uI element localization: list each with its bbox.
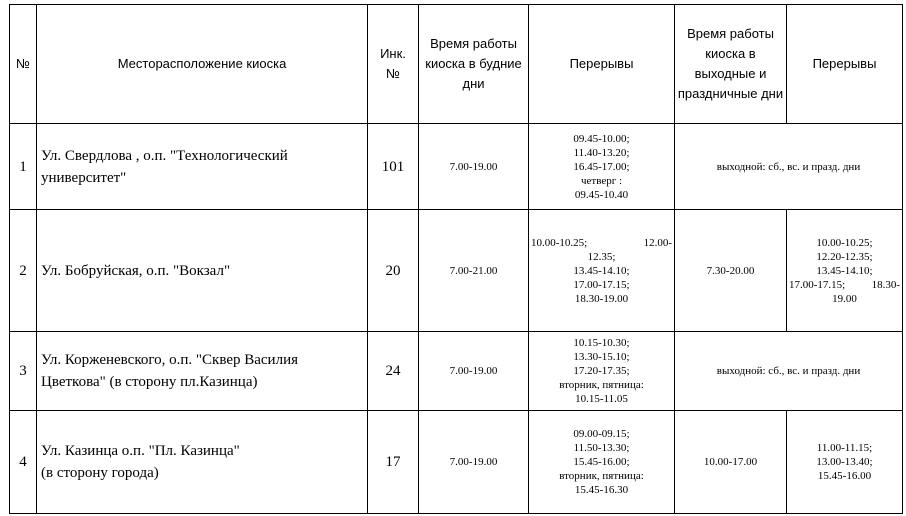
table-row — [10, 124, 903, 210]
breaks-rest: 12.35; 13.45-14.10; 17.00-17.15; 18.30-19.00 — [573, 250, 630, 305]
header-weekend-hours: Время работы киоска в выходные и праздничные дни — [675, 5, 787, 124]
weekend-breaks-split-line — [789, 278, 900, 292]
weekday-breaks — [529, 210, 675, 332]
weekend-breaks-top: 10.00-10.25; 12.20-12.35; 13.45-14.10; — [816, 236, 873, 277]
row-number: 3 — [10, 332, 37, 411]
kiosk-location: Ул. Корженевского, о.п. "Сквер Василия Цветкова" (в сторону пл.Казинца) — [37, 332, 368, 411]
row-number: 2 — [10, 210, 37, 332]
breaks-split-line — [531, 236, 672, 250]
weekend-hours: 7.30-20.00 — [675, 210, 787, 332]
weekday-hours: 7.00-21.00 — [419, 210, 529, 332]
weekend-breaks-end: 19.00 — [832, 292, 857, 305]
weekend-hours: 10.00-17.00 — [675, 411, 787, 514]
inventory-number: 101 — [368, 124, 419, 210]
weekend-break-a: 17.00-17.15; — [789, 278, 846, 291]
weekday-breaks: 09.45-10.00; 11.40-13.20; 16.45-17.00; четверг : 09.45-10.40 — [529, 124, 675, 210]
kiosk-location: Ул. Бобруйская, о.п. "Вокзал" — [37, 210, 368, 332]
header-row — [10, 5, 903, 124]
table-row — [10, 411, 903, 514]
kiosk-location: Ул. Казинца о.п. "Пл. Казинца" (в сторону города) — [37, 411, 368, 514]
kiosk-location: Ул. Свердлова , о.п. "Технологический университет" — [37, 124, 368, 210]
weekday-breaks: 09.00-09.15; 11.50-13.30; 15.45-16.00; вторник, пятница: 15.45-16.30 — [529, 411, 675, 514]
inventory-number: 24 — [368, 332, 419, 411]
weekend-breaks: 11.00-11.15; 13.00-13.40; 15.45-16.00 — [787, 411, 903, 514]
weekday-hours: 7.00-19.00 — [419, 332, 529, 411]
header-no: № — [10, 5, 37, 124]
header-inv: Инк. № — [368, 5, 419, 124]
header-weekend-breaks: Перерывы — [787, 5, 903, 124]
table-row — [10, 210, 903, 332]
kiosk-schedule-table — [9, 4, 903, 514]
inventory-number: 17 — [368, 411, 419, 514]
breaks-part-a: 10.00-10.25; — [531, 236, 588, 249]
header-breaks: Перерывы — [529, 5, 675, 124]
weekday-hours: 7.00-19.00 — [419, 124, 529, 210]
header-weekday-hours: Время работы киоска в будние дни — [419, 5, 529, 124]
weekday-breaks: 10.15-10.30; 13.30-15.10; 17.20-17.35; вторник, пятница: 10.15-11.05 — [529, 332, 675, 411]
table-row — [10, 332, 903, 411]
weekend-closed-note: выходной: сб., вс. и празд. дни — [675, 124, 903, 210]
weekend-breaks — [787, 210, 903, 332]
inventory-number: 20 — [368, 210, 419, 332]
weekday-hours: 7.00-19.00 — [419, 411, 529, 514]
breaks-part-b: 12.00- — [643, 236, 672, 249]
row-number: 1 — [10, 124, 37, 210]
header-location: Месторасположение киоска — [37, 5, 368, 124]
weekend-break-b: 18.30- — [871, 278, 900, 291]
row-number: 4 — [10, 411, 37, 514]
weekend-closed-note: выходной: сб., вс. и празд. дни — [675, 332, 903, 411]
